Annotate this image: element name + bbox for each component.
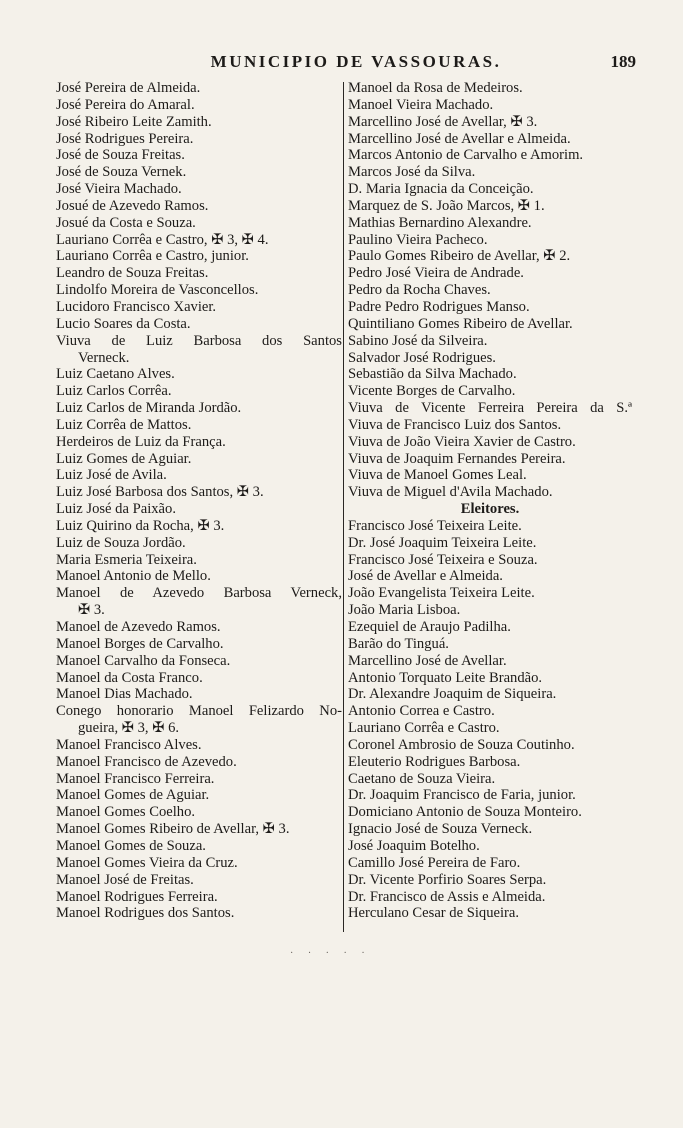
list-item: Manoel da Rosa de Medeiros. [348,80,523,96]
list-item: Eleuterio Rodrigues Barbosa. [348,753,521,770]
list-item: Verneck. [78,349,130,366]
decorative-dots: · · · · · [290,948,371,959]
list-item: José Ribeiro Leite Zamith. [56,113,212,130]
electors-heading: Eleitores. [460,501,520,518]
list-item: Manoel Borges de Carvalho. [56,635,224,652]
list-item: Paulo Gomes Ribeiro de Avellar, ✠ 2. [348,248,571,265]
list-item: Manoel Antonio de Mello. [56,568,211,585]
list-item: Manoel Dias Machado. [56,686,193,703]
page-title: MUNICIPIO DE VASSOURAS. [210,52,502,71]
list-item: José Pereira do Amaral. [56,96,195,113]
list-item: Manoel Carvalho da Fonseca. [56,652,231,669]
list-item: gueira, ✠ 3, ✠ 6. [78,720,180,737]
list-item: Maria Esmeria Teixeira. [56,551,197,568]
list-item: José Joaquim Botelho. [348,837,480,854]
list-item: Luiz Gomes de Aguiar. [56,450,192,467]
list-item: Manoel de Azevedo Ramos. [56,619,221,635]
list-item: Luiz José de Avila. [56,467,167,484]
list-item: Paulino Vieira Pacheco. [348,231,488,248]
list-item: Lauriano Corrêa e Castro, junior. [56,248,249,265]
list-item: Pedro da Rocha Chaves. [348,282,491,299]
list-item: Ezequiel de Araujo Padilha. [348,619,511,635]
list-item: Caetano de Souza Vieira. [348,770,496,787]
list-item: Vicente Borges de Carvalho. [348,383,516,400]
page-header [56,52,636,76]
list-item: Viuva de Luiz Barbosa dos Santos [56,332,342,349]
list-item: Lucidoro Francisco Xavier. [56,298,217,315]
list-item: Francisco José Teixeira Leite. [348,517,522,534]
list-item: Luiz de Souza Jordão. [56,534,186,551]
list-item: Josué da Costa e Souza. [56,214,196,231]
list-item: Manoel Vieira Machado. [348,96,494,113]
list-item: Manoel Francisco Ferreira. [56,770,215,787]
list-item: Manoel Gomes Vieira da Cruz. [56,854,238,871]
list-item: Dr. Francisco de Assis e Almeida. [348,888,546,905]
right-column-list [348,80,632,501]
list-item: Viuva de Francisco Luiz dos Santos. [348,416,562,433]
list-item: Dr. Alexandre Joaquim de Siqueira. [348,686,557,703]
list-item: José Pereira de Almeida. [56,80,201,96]
list-item: Manoel da Costa Franco. [56,669,203,686]
list-item: Herdeiros de Luiz da França. [56,433,226,450]
list-item: Lucio Soares da Costa. [56,315,191,332]
list-item: Manoel Francisco Alves. [56,736,202,753]
list-item: Sabino José da Silveira. [348,332,488,349]
list-item: Manoel Rodrigues Ferreira. [56,888,218,905]
list-item: Luiz Carlos de Miranda Jordão. [56,400,242,417]
column-divider [343,82,344,932]
list-item: Marcos Antonio de Carvalho e Amorim. [348,147,584,164]
list-item: Marcellino José de Avellar. [348,652,507,669]
list-item: Luiz Caetano Alves. [56,366,175,383]
list-item: Quintiliano Gomes Ribeiro de Avellar. [348,315,573,332]
list-item: Herculano Cesar de Siqueira. [348,905,520,922]
list-item: Dr. Joaquim Francisco de Faria, junior. [348,787,576,804]
list-item: Lauriano Corrêa e Castro, ✠ 3, ✠ 4. [56,231,269,248]
list-item: Viuva de João Vieira Xavier de Castro. [348,433,576,450]
list-item: Manoel Francisco de Azevedo. [56,753,237,770]
list-item: Francisco José Teixeira e Souza. [348,551,538,568]
list-item: Luiz José da Paixão. [56,501,176,518]
list-item: Manoel de Azevedo Barbosa Verneck, [56,585,342,602]
list-item: José Rodrigues Pereira. [56,130,194,147]
list-item: Padre Pedro Rodrigues Manso. [348,298,530,315]
list-item: Marquez de S. João Marcos, ✠ 1. [348,197,545,214]
list-item: Manoel Rodrigues dos Santos. [56,905,235,922]
list-item: Lindolfo Moreira de Vasconcellos. [56,282,259,299]
list-item: Luiz José Barbosa dos Santos, ✠ 3. [56,484,264,501]
list-item: Mathias Bernardino Alexandre. [348,214,532,231]
list-item: Luiz Carlos Corrêa. [56,383,172,400]
list-item: Viuva de Vicente Ferreira Pereira da S.ª [348,400,632,417]
list-item: José Vieira Machado. [56,181,182,198]
electors-list [348,518,632,922]
list-item: Manoel Gomes Coelho. [56,804,196,821]
list-item: Conego honorario Manoel Felizardo No- [56,703,342,720]
list-item: Coronel Ambrosio de Souza Coutinho. [348,736,575,753]
list-item: José de Souza Freitas. [56,147,185,164]
list-item: Camillo José Pereira de Faro. [348,854,521,871]
list-item: Ignacio José de Souza Verneck. [348,821,533,838]
page-number: 189 [610,52,636,71]
list-item: Marcos José da Silva. [348,164,476,181]
list-item: João Evangelista Teixeira Leite. [348,585,535,602]
list-item: Sebastião da Silva Machado. [348,366,517,383]
list-item: Marcellino José de Avellar e Almeida. [348,130,571,147]
list-item: Luiz Corrêa de Mattos. [56,416,192,433]
list-item: Leandro de Souza Freitas. [56,265,209,282]
list-item: ✠ 3. [78,602,105,619]
list-item: João Maria Lisboa. [348,602,461,619]
list-item: Viuva de Miguel d'Avila Machado. [348,484,553,501]
list-item: Viuva de Manoel Gomes Leal. [348,467,527,484]
list-item: Barão do Tinguá. [348,635,449,652]
right-column [348,80,632,922]
list-item: Josué de Azevedo Ramos. [56,197,209,214]
list-item: Salvador José Rodrigues. [348,349,496,366]
list-item: Pedro José Vieira de Andrade. [348,265,524,282]
list-item: José de Souza Vernek. [56,164,187,181]
list-item: José de Avellar e Almeida. [348,568,503,585]
left-column [56,80,342,922]
list-item: Manoel Gomes Ribeiro de Avellar, ✠ 3. [56,821,290,838]
list-item: Dr. Vicente Porfirio Soares Serpa. [348,871,547,888]
list-item: Dr. José Joaquim Teixeira Leite. [348,534,537,551]
list-item: Manoel Gomes de Aguiar. [56,787,210,804]
list-item: Lauriano Corrêa e Castro. [348,720,500,737]
list-item: Manoel Gomes de Souza. [56,837,206,854]
list-item: Luiz Quirino da Rocha, ✠ 3. [56,517,225,534]
list-item: Marcellino José de Avellar, ✠ 3. [348,113,538,130]
list-item: Antonio Correa e Castro. [348,703,495,720]
list-item: Antonio Torquato Leite Brandão. [348,669,543,686]
list-item: Manoel José de Freitas. [56,871,194,888]
list-item: Domiciano Antonio de Souza Monteiro. [348,804,582,821]
list-item: D. Maria Ignacia da Conceição. [348,181,534,198]
list-item: Viuva de Joaquim Fernandes Pereira. [348,450,566,467]
